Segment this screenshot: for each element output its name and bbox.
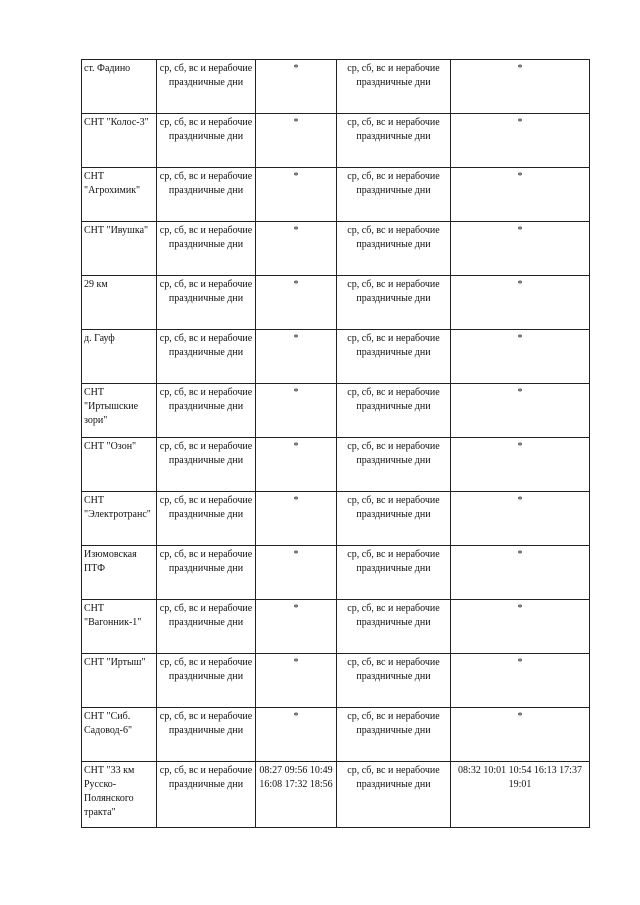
return-times-cell: *: [451, 60, 590, 114]
table-row: [82, 276, 590, 330]
stop-name-cell: СНТ "Сиб. Садовод-6": [82, 708, 157, 762]
operating-days-cell: ср, сб, вс и нерабочие праздничные дни: [157, 114, 256, 168]
departure-times-cell: *: [256, 546, 337, 600]
return-operating-days-cell: ср, сб, вс и нерабочие праздничные дни: [337, 276, 451, 330]
return-operating-days-cell: ср, сб, вс и нерабочие праздничные дни: [337, 222, 451, 276]
table-row: [82, 114, 590, 168]
departure-times-cell: *: [256, 492, 337, 546]
return-times-cell: *: [451, 438, 590, 492]
table-row: [82, 654, 590, 708]
operating-days-cell: ср, сб, вс и нерабочие праздничные дни: [157, 276, 256, 330]
departure-times-cell: *: [256, 384, 337, 438]
stop-name-cell: Изюмовская ПТФ: [82, 546, 157, 600]
return-times-cell: *: [451, 546, 590, 600]
departure-times-cell: *: [256, 438, 337, 492]
departure-times-cell: *: [256, 276, 337, 330]
operating-days-cell: ср, сб, вс и нерабочие праздничные дни: [157, 654, 256, 708]
return-operating-days-cell: ср, сб, вс и нерабочие праздничные дни: [337, 708, 451, 762]
table-row: [82, 330, 590, 384]
stop-name-cell: СНТ "Иртышские зори": [82, 384, 157, 438]
return-operating-days-cell: ср, сб, вс и нерабочие праздничные дни: [337, 114, 451, 168]
return-times-cell: *: [451, 222, 590, 276]
operating-days-cell: ср, сб, вс и нерабочие праздничные дни: [157, 708, 256, 762]
return-operating-days-cell: ср, сб, вс и нерабочие праздничные дни: [337, 492, 451, 546]
departure-times-cell: *: [256, 60, 337, 114]
stop-name-cell: СНТ "Электротранс": [82, 492, 157, 546]
return-times-cell: *: [451, 384, 590, 438]
stop-name-cell: СНТ "Агрохимик": [82, 168, 157, 222]
departure-times-cell: *: [256, 600, 337, 654]
operating-days-cell: ср, сб, вс и нерабочие праздничные дни: [157, 438, 256, 492]
return-times-cell: 08:32 10:01 10:54 16:13 17:37 19:01: [451, 762, 590, 828]
return-operating-days-cell: ср, сб, вс и нерабочие праздничные дни: [337, 330, 451, 384]
operating-days-cell: ср, сб, вс и нерабочие праздничные дни: [157, 600, 256, 654]
return-times-cell: *: [451, 708, 590, 762]
operating-days-cell: ср, сб, вс и нерабочие праздничные дни: [157, 762, 256, 828]
stop-name-cell: 29 км: [82, 276, 157, 330]
table-row: [82, 762, 590, 828]
table-row: [82, 708, 590, 762]
return-times-cell: *: [451, 492, 590, 546]
table-row: [82, 168, 590, 222]
return-operating-days-cell: ср, сб, вс и нерабочие праздничные дни: [337, 546, 451, 600]
stop-name-cell: СНТ "Колос-3": [82, 114, 157, 168]
departure-times-cell: *: [256, 168, 337, 222]
stop-name-cell: СНТ "Озон": [82, 438, 157, 492]
operating-days-cell: ср, сб, вс и нерабочие праздничные дни: [157, 222, 256, 276]
return-operating-days-cell: ср, сб, вс и нерабочие праздничные дни: [337, 762, 451, 828]
table-row: [82, 546, 590, 600]
table-row: [82, 384, 590, 438]
stop-name-cell: СНТ "Ивушка": [82, 222, 157, 276]
table-row: [82, 492, 590, 546]
table-row: [82, 438, 590, 492]
return-times-cell: *: [451, 600, 590, 654]
return-operating-days-cell: ср, сб, вс и нерабочие праздничные дни: [337, 600, 451, 654]
schedule-table-body: [82, 60, 590, 828]
operating-days-cell: ср, сб, вс и нерабочие праздничные дни: [157, 384, 256, 438]
operating-days-cell: ср, сб, вс и нерабочие праздничные дни: [157, 60, 256, 114]
stop-name-cell: СНТ "33 км Русско-Полянского тракта": [82, 762, 157, 828]
stop-name-cell: ст. Фадино: [82, 60, 157, 114]
return-operating-days-cell: ср, сб, вс и нерабочие праздничные дни: [337, 384, 451, 438]
stop-name-cell: СНТ "Вагонник-1": [82, 600, 157, 654]
stop-name-cell: д. Гауф: [82, 330, 157, 384]
departure-times-cell: *: [256, 114, 337, 168]
departure-times-cell: *: [256, 330, 337, 384]
departure-times-cell: 08:27 09:56 10:49 16:08 17:32 18:56: [256, 762, 337, 828]
stop-name-cell: СНТ "Иртыш": [82, 654, 157, 708]
departure-times-cell: *: [256, 222, 337, 276]
return-times-cell: *: [451, 330, 590, 384]
return-operating-days-cell: ср, сб, вс и нерабочие праздничные дни: [337, 654, 451, 708]
return-operating-days-cell: ср, сб, вс и нерабочие праздничные дни: [337, 168, 451, 222]
table-row: [82, 60, 590, 114]
schedule-table: [81, 59, 590, 828]
departure-times-cell: *: [256, 654, 337, 708]
return-times-cell: *: [451, 114, 590, 168]
return-times-cell: *: [451, 654, 590, 708]
operating-days-cell: ср, сб, вс и нерабочие праздничные дни: [157, 168, 256, 222]
table-row: [82, 222, 590, 276]
departure-times-cell: *: [256, 708, 337, 762]
operating-days-cell: ср, сб, вс и нерабочие праздничные дни: [157, 492, 256, 546]
return-times-cell: *: [451, 168, 590, 222]
operating-days-cell: ср, сб, вс и нерабочие праздничные дни: [157, 546, 256, 600]
operating-days-cell: ср, сб, вс и нерабочие праздничные дни: [157, 330, 256, 384]
return-times-cell: *: [451, 276, 590, 330]
return-operating-days-cell: ср, сб, вс и нерабочие праздничные дни: [337, 60, 451, 114]
return-operating-days-cell: ср, сб, вс и нерабочие праздничные дни: [337, 438, 451, 492]
table-row: [82, 600, 590, 654]
